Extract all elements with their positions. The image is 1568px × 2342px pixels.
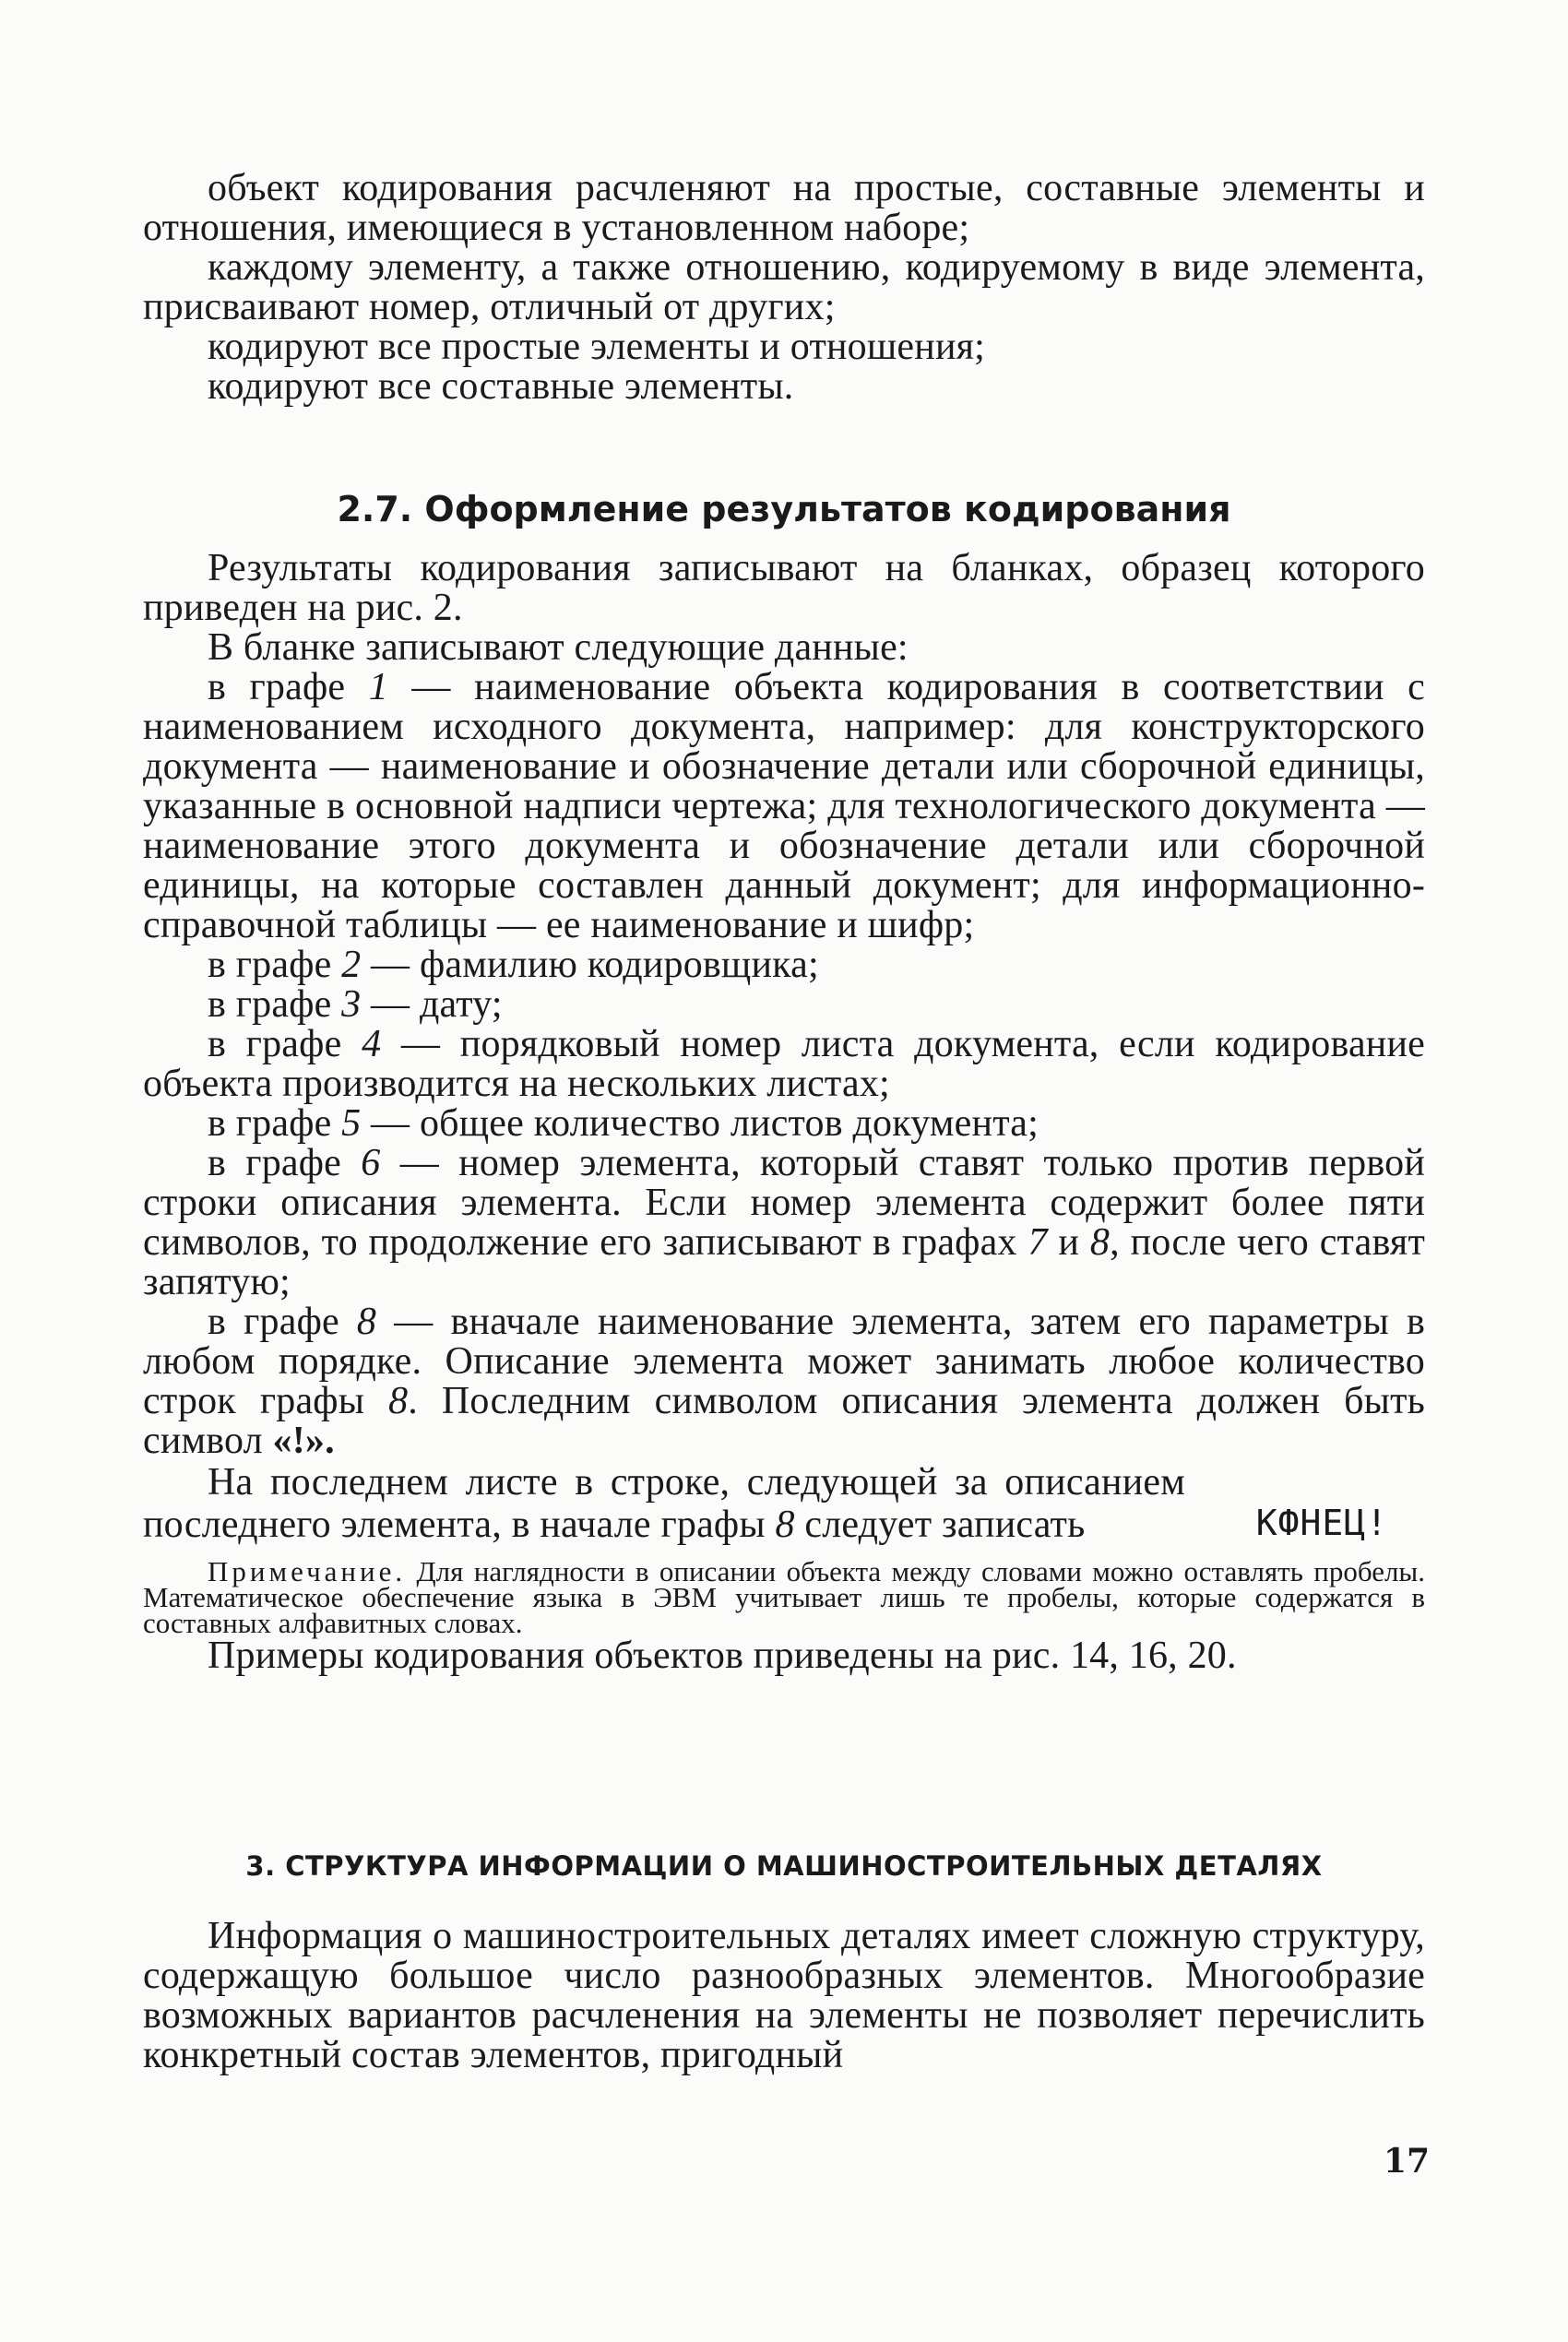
list-item: кодируют все простые элементы и отношения; — [208, 326, 986, 368]
list-item: каждому элементу, а также отношению, кодируемому в виде элемента, присваивают номер, отличный от других; — [143, 246, 1425, 328]
section-3-heading-wrap — [143, 1850, 1425, 1882]
paragraph: Результаты кодирования записывают на бланках, образец которого приведен на рис. 2. — [143, 547, 1425, 629]
column-item-2: в графе 2 — фамилию кодировщика; — [208, 944, 819, 986]
note — [143, 1555, 1425, 1639]
top-list — [143, 169, 1425, 407]
column-item-3: в графе 3 — дату; — [208, 983, 503, 1026]
list-item: объект кодирования расчленяют на простые, составные элементы и отношения, имеющиеся в установленном наборе; — [143, 167, 1425, 249]
end-marker: КФНЕЦ! — [1255, 1503, 1388, 1543]
column-item-6: в графе 6 — номер элемента, который ставят только против первой строки описания элемента. Если номер элемента содержит более пяти символов, то продолжение его записывают в графах 7 и 8, после чего ставят запятую; — [143, 1142, 1425, 1303]
list-item: кодируют все составные элементы. — [208, 365, 794, 408]
note-label: Примечание. — [208, 1555, 407, 1587]
page-number: 17 — [1384, 2142, 1431, 2181]
last-sheet-paragraph: На последнем листе в строке, следующей за описанием последнего элемента, в начале графы 8 следует записать КФНЕЦ! — [143, 1461, 1388, 1546]
examples-paragraph: Примеры кодирования объектов приведены на рис. 14, 16, 20. — [208, 1635, 1237, 1677]
paragraph: В бланке записывают следующие данные: — [208, 626, 909, 669]
column-item-5: в графе 5 — общее количество листов документа; — [208, 1102, 1039, 1145]
section-2-7-heading-wrap — [143, 489, 1425, 529]
section-heading: 2.7. Оформление результатов кодирования — [337, 489, 1231, 529]
column-item-1: в графе 1 — наименование объекта кодирования в соответствии с наименованием исходного документа, например: для конструкторского документа — наименование и обозначение детали или сборочной единицы, указанные в основной надписи чертежа; для технологического документа — наименование этого документа и обозначение детали или сборочной единицы, на которые составлен данный документ; для информационно-справочной таблицы — ее наименование и шифр; — [143, 666, 1426, 946]
section-2-7-body — [143, 549, 1425, 1676]
section-heading: 3. СТРУКТУРА ИНФОРМАЦИИ О МАШИНОСТРОИТЕЛЬНЫХ ДЕТАЛЯХ — [245, 1850, 1323, 1882]
note-text: Для наглядности в описании объекта между словами можно оставлять пробелы. Математическое обеспечение языка в ЭВМ учитывает лишь те пробелы, которые содержатся в составных алфавитных словах. — [143, 1555, 1425, 1639]
column-item-4: в графе 4 — порядковый номер листа документа, если кодирование объекта производится на нескольких листах; — [143, 1023, 1425, 1105]
paragraph: Информация о машиностроительных деталях имеет сложную структуру, содержащую большое число разнообразных элементов. Многообразие возможных вариантов расчленения на элементы не позволяет перечислить конкретный состав элементов, пригодный — [143, 1915, 1425, 2076]
column-item-8: в графе 8 — вначале наименование элемента, затем его параметры в любом порядке. Описание элемента может занимать любое количество строк графы 8. Последним символом описания элемента должен быть символ «!». — [143, 1301, 1426, 1462]
section-3-body — [143, 1917, 1425, 2075]
